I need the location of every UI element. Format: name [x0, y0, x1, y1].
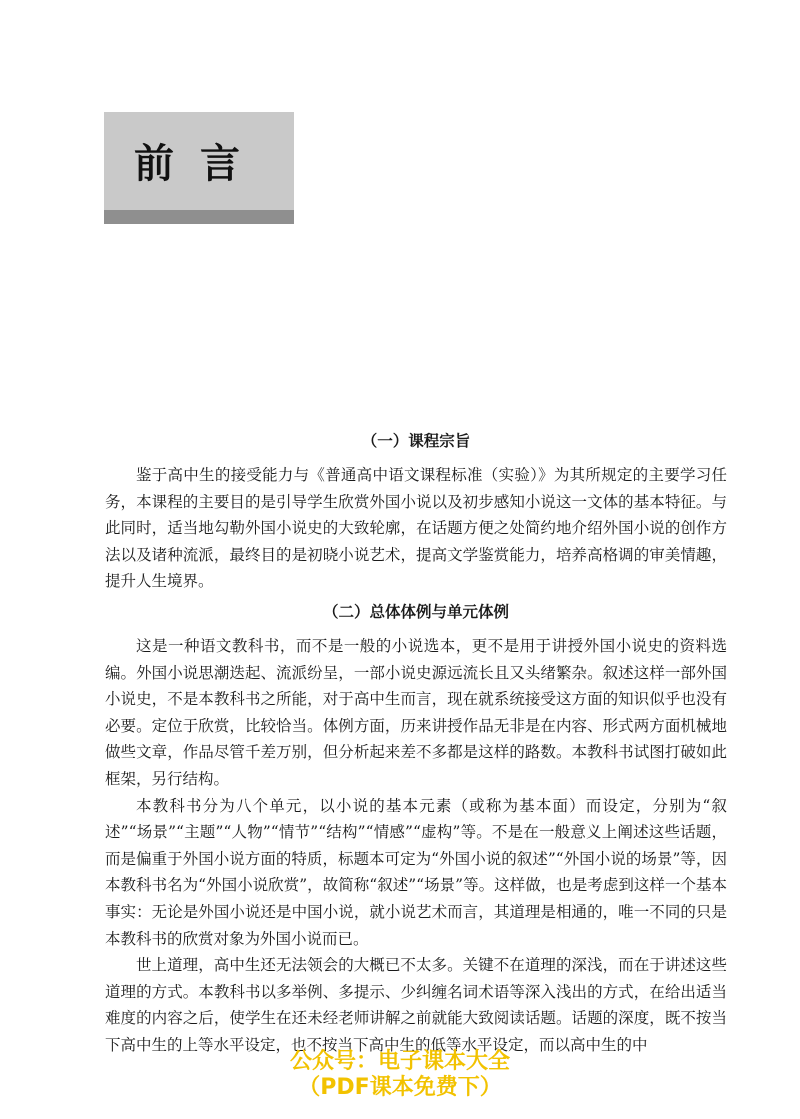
title-underline-bar [104, 210, 294, 224]
paragraph: 这是一种语文教科书，而不是一般的小说选本，更不是用于讲授外国小说史的资料选编。外国小说思潮迭起、流派纷呈，一部小说史源远流长且又头绪繁杂。叙述这样一部外国小说史，不是本教科书之所能，对于高中生而言，现在就系统接受这方面的知识似乎也没有必要。定位于欣赏，比较恰当。体例方面，历来讲授作品无非是在内容、形式两方面机械地做些文章，作品尽管千差万别，但分析起来差不多都是这样的路数。本教科书试图打破如此框架，另行结构。 [105, 636, 727, 788]
section-title: （一）课程宗旨 [361, 432, 471, 450]
footer-watermark-line1: 公众号：电子课本大全 [289, 1049, 510, 1074]
footer-watermark-line2: （PDF课本免费下） [298, 1075, 502, 1100]
page-title: 前言 [134, 140, 266, 187]
paragraph: 鉴于高中生的接受能力与《普通高中语文课程标准（实验）》为其所规定的主要学习任务，本课程的主要目的是引导学生欣赏外国小说以及初步感知小说这一文体的基本特征。与此同时，适当地勾勒外国小说史的大致轮廓，在话题方便之处简约地介绍外国小说的创作方法以及诸种流派，最终目的是初晓小说艺术，提高文学鉴赏能力，培养高格调的审美情趣，提升人生境界。 [105, 466, 727, 591]
main-content [105, 428, 727, 1058]
paragraph: 本教科书分为八个单元，以小说的基本元素（或称为基本面）而设定，分别为“叙述”“场景”“主题”“人物”“情节”“结构”“情感”“虚构”等。不是在一般意义上阐述这些话题，而是偏重于外国小说方面的特质，标题本可定为“外国小说的叙述”“外国小说的场景”等，因本教科书名为“外国小说欣赏”，故简称“叙述”“场景”等。这样做，也是考虑到这样一个基本事实：无论是外国小说还是中国小说，就小说艺术而言，其道理是相通的，唯一不同的只是本教科书的欣赏对象为外国小说而已。 [105, 796, 727, 948]
paragraph: 世上道理，高中生还无法领会的大概已不太多。关键不在道理的深浅，而在于讲述这些道理的方式。本教科书以多举例、多提示、少纠缠名词术语等深入浅出的方式，在给出适当难度的内容之后，使学生在还未经老师讲解之前就能大致阅读话题。话题的深度，既不按当下高中生的上等水平设定，也不按当下高中生的低等水平设定，而以高中生的中 [105, 956, 727, 1054]
title-block [104, 112, 294, 224]
section-title: （二）总体体例与单元体例 [322, 602, 509, 621]
